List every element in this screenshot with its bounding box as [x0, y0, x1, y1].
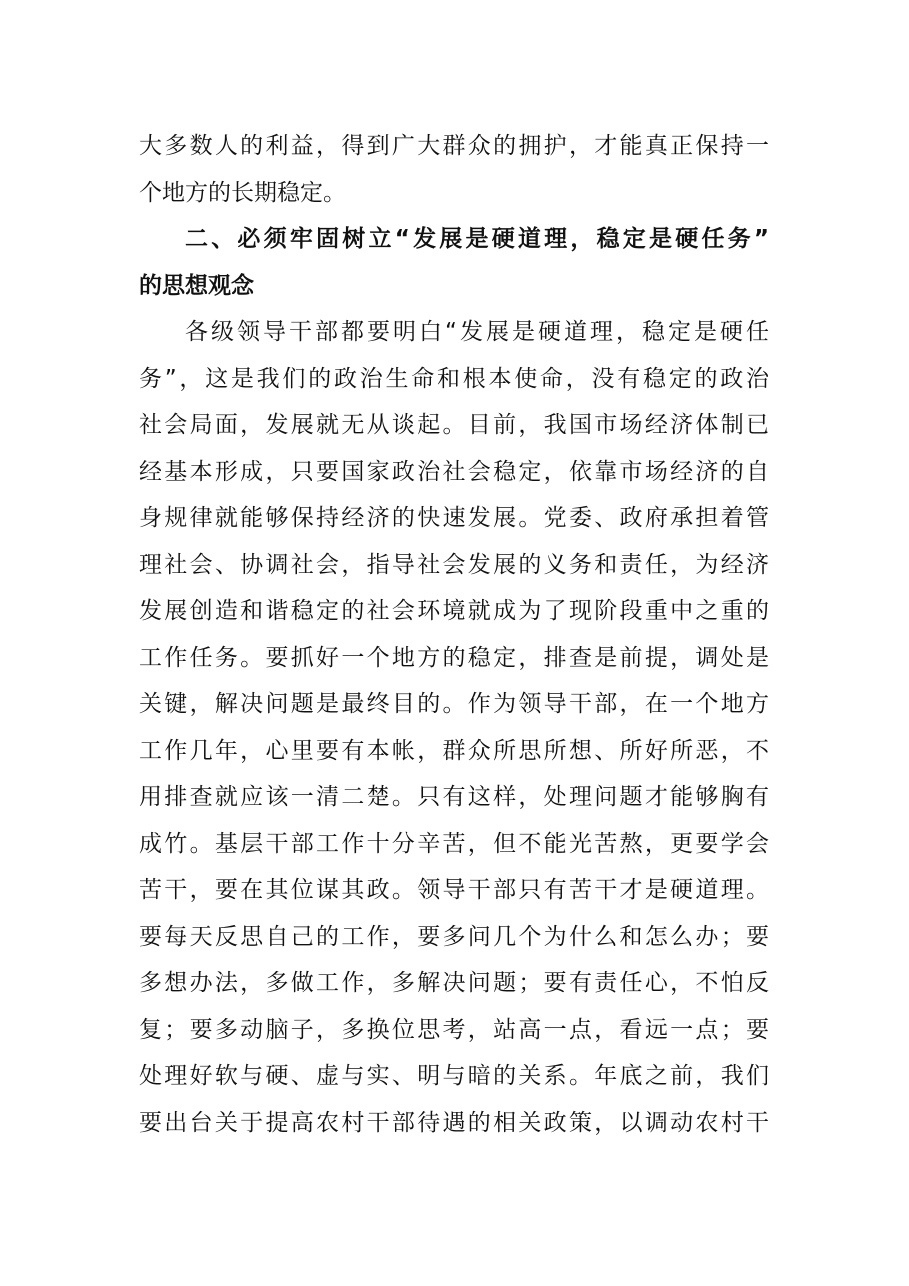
- section-heading-line-1: 二、必须牢固树立“发展是硬道理，稳定是硬任务”: [185, 226, 769, 252]
- paragraph-line-16: 复；要多动脑子，多换位思考，站高一点，看远一点；要: [139, 1016, 769, 1043]
- paragraph-line-10: 工作几年，心里要有本帐，群众所思所想、所好所恶，不: [139, 737, 769, 764]
- paragraph-line-1: 各级领导干部都要明白“发展是硬道理，稳定是硬任: [185, 319, 769, 345]
- paragraph-line-7: 发展创造和谐稳定的社会环境就成为了现阶段重中之重的: [139, 598, 769, 624]
- intro-line-2: 个地方的长期稳定。: [139, 179, 346, 206]
- paragraph-line-17: 处理好软与硬、虚与实、明与暗的关系。年底之前，我们: [139, 1063, 769, 1089]
- paragraph-line-9: 关键，解决问题是最终目的。作为领导干部，在一个地方: [139, 691, 769, 717]
- paragraph-line-4: 经基本形成，只要国家政治社会稳定，依靠市场经济的自: [139, 458, 769, 485]
- paragraph-line-11: 用排查就应该一清二楚。只有这样，处理问题才能够胸有: [139, 784, 769, 810]
- paragraph-line-14: 要每天反思自己的工作，要多问几个为什么和怎么办；要: [139, 923, 769, 950]
- paragraph-line-13: 苦干，要在其位谋其政。领导干部只有苦干才是硬道理。: [139, 877, 769, 903]
- paragraph-line-5: 身规律就能够保持经济的快速发展。党委、政府承担着管: [139, 505, 769, 531]
- paragraph-line-2: 务”，这是我们的政治生命和根本使命，没有稳定的政治: [139, 365, 769, 392]
- paragraph-line-8: 工作任务。要抓好一个地方的稳定，排查是前提，调处是: [139, 644, 769, 671]
- paragraph-line-18: 要出台关于提高农村干部待遇的相关政策，以调动农村干: [139, 1109, 769, 1136]
- paragraph-line-3: 社会局面，发展就无从谈起。目前，我国市场经济体制已: [139, 412, 769, 438]
- document-body: [139, 123, 769, 1146]
- paragraph-line-15: 多想办法，多做工作，多解决问题；要有责任心，不怕反: [139, 970, 769, 996]
- paragraph-line-12: 成竹。基层干部工作十分辛苦，但不能光苦熬，更要学会: [139, 830, 769, 857]
- intro-line-1: 大多数人的利益，得到广大群众的拥护，才能真正保持一: [139, 133, 769, 159]
- paragraph-line-6: 理社会、协调社会，指导社会发展的义务和责任，为经济: [139, 551, 769, 578]
- section-heading-line-2: 的思想观念: [139, 272, 254, 299]
